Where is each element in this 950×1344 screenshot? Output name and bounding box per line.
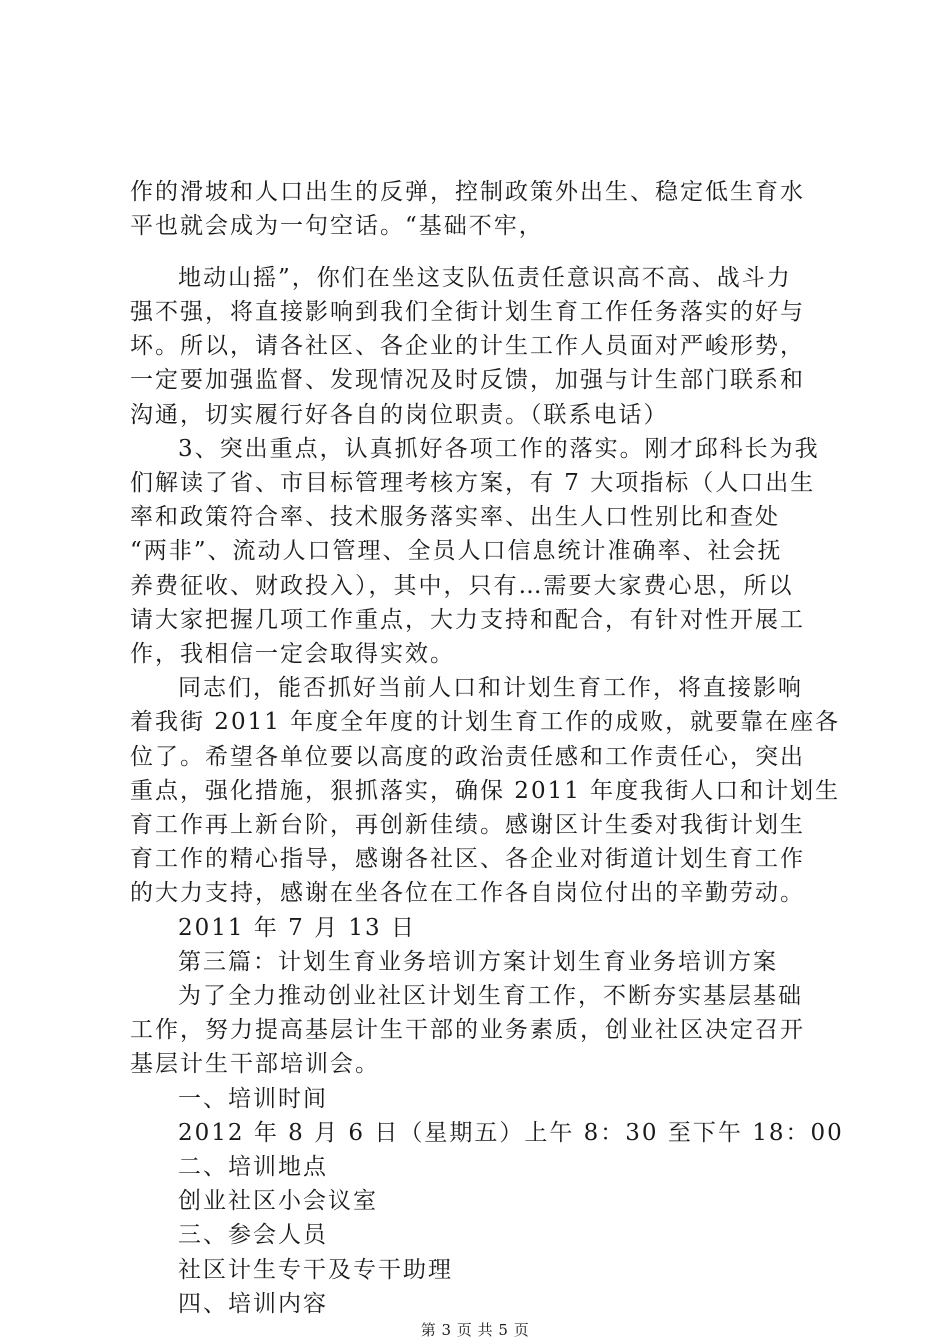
text-line: 重点，强化措施，狠抓落实，确保 2011 年度我街人口和计划生 [130,778,841,804]
text-line: 作，我相信一定会取得实效。 [130,641,455,667]
text-line: 们解读了省、市目标管理考核方案，有 7 大项指标（人口出生 [130,470,816,496]
text-line: 的大力支持，感谢在坐各位在工作各自岗位付出的辛勤劳动。 [130,880,805,906]
text-line: 平也就会成为一句空话。“基础不牢， [130,213,544,239]
text-line: “两非”、流动人口管理、全员人口信息统计准确率、社会抚 [130,538,783,564]
text-line: 沟通，切实履行好各自的岗位职责。（联系电话） [130,402,669,428]
text-line: 坏。所以，请各社区、各企业的计生工作人员面对严峻形势， [130,333,805,359]
text-line: 请大家把握几项工作重点，大力支持和配合，有针对性开展工 [130,607,805,633]
text-line: 四、培训内容 [178,1291,328,1317]
text-line: 位了。希望各单位要以高度的政治责任感和工作责任心，突出 [130,744,805,770]
text-line: 地动山摇”，你们在坐这支队伍责任意识高不高、战斗力 [178,265,792,291]
text-line: 3、突出重点，认真抓好各项工作的落实。刚才邱科长为我 [178,436,820,462]
text-line: 基层计生干部培训会。 [130,1051,380,1077]
text-line: 一定要加强监督、发现情况及时反馈，加强与计生部门联系和 [130,367,805,393]
page-footer: 第 3 页 共 5 页 [420,1321,530,1339]
text-line: 三、参会人员 [178,1222,328,1248]
text-line: 2011 年 7 月 13 日 [178,915,416,941]
text-line: 二、培训地点 [178,1154,328,1180]
text-line: 工作，努力提高基层计生干部的业务素质，创业社区决定召开 [130,1017,805,1043]
text-line: 强不强，将直接影响到我们全街计划生育工作任务落实的好与 [130,299,805,325]
text-line: 2012 年 8 月 6 日（星期五）上午 8：30 至下午 18：00 [178,1120,844,1146]
section-heading: 第三篇：计划生育业务培训方案计划生育业务培训方案 [178,949,778,975]
text-line: 作的滑坡和人口出生的反弹，控制政策外出生、稳定低生育水 [130,179,805,205]
text-line: 一、培训时间 [178,1086,328,1112]
text-line: 为了全力推动创业社区计划生育工作，不断夯实基层基础 [178,983,803,1009]
text-line: 着我街 2011 年度全年度的计划生育工作的成败，就要靠在座各 [130,709,841,735]
text-line: 育工作的精心指导，感谢各社区、各企业对街道计划生育工作 [130,846,805,872]
text-line: 率和政策符合率、技术服务落实率、出生人口性别比和查处 [130,504,780,530]
text-line: 养费征收、财政投入），其中，只有…需要大家费心思，所以 [130,573,794,599]
text-line: 育工作再上新台阶，再创新佳绩。感谢区计生委对我街计划生 [130,812,805,838]
text-line: 创业社区小会议室 [178,1188,378,1214]
text-line: 同志们，能否抓好当前人口和计划生育工作，将直接影响 [178,675,803,701]
text-line: 社区计生专干及专干助理 [178,1257,453,1283]
